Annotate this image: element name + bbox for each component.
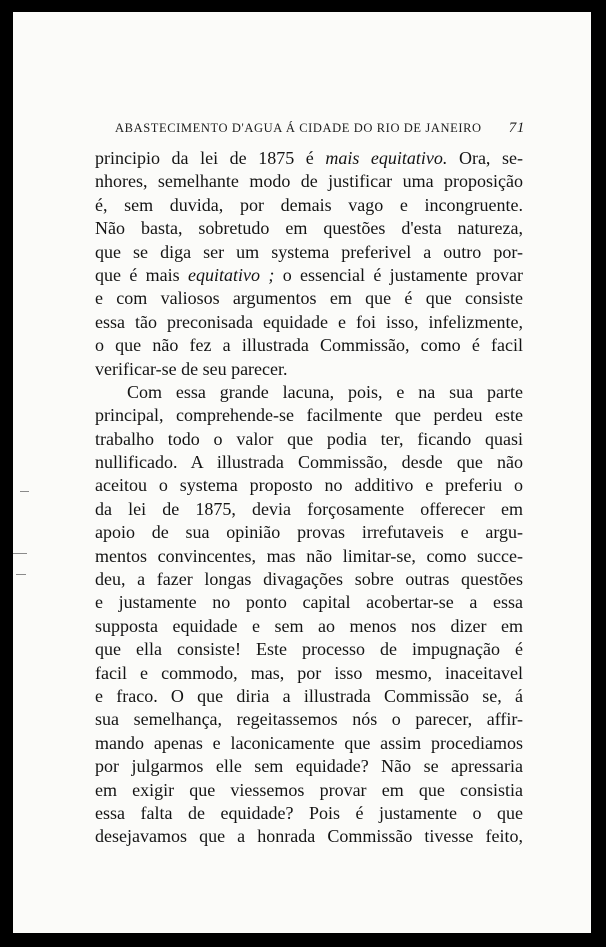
italic-phrase: equitativo ; [188, 264, 275, 285]
text-line: que é mais equitativo ; o essencial é justamente provar [95, 264, 523, 285]
text-line: mentos convincentes, mas não limitar-se, como succe- [95, 545, 523, 566]
text-line: em exigir que viessemos provar em que consistia [95, 779, 523, 800]
text-line: facil e commodo, mas, por isso mesmo, inaceitavel [95, 662, 523, 683]
text-line: por julgarmos elle sem equidade? Não se apressaria [95, 756, 523, 777]
text-line: é, sem duvida, por demais vago e incongruente. [95, 194, 523, 215]
text-line: aceitou o systema proposto no additivo e preferiu o [95, 475, 523, 496]
body-text [95, 147, 523, 849]
text-line: nhores, semelhante modo de justificar uma proposição [95, 171, 523, 192]
margin-mark [16, 574, 26, 575]
text-line: principal, comprehende-se facilmente que perdeu este [95, 405, 523, 426]
margin-mark [13, 553, 27, 554]
text-line: e justamente no ponto capital acobertar-se a essa [95, 592, 523, 613]
text-line: supposta equidade e sem ao menos nos dizer em [95, 615, 523, 636]
text-line: e com valiosos argumentos em que é que consiste [95, 288, 523, 309]
text-line: e fraco. O que diria a illustrada Commissão se, á [95, 685, 523, 706]
running-head [115, 121, 525, 136]
text-line: o que não fez a illustrada Commissão, como é facil [95, 335, 523, 356]
text-line: deu, a fazer longas divagações sobre outras questões [95, 569, 523, 590]
page-number: 71 [508, 120, 525, 136]
text-line: apoio de sua opinião provas irrefutaveis e argu- [95, 522, 523, 543]
text-line: trabalho todo o valor que podia ter, ficando quasi [95, 428, 523, 449]
book-page [13, 12, 591, 933]
text-line: principio da lei de 1875 é mais equitativo. Ora, se- [95, 148, 523, 168]
text-line: desejavamos que a honrada Commissão tivesse feito, [95, 826, 523, 847]
text-line: que ella consiste! Este processo de impugnação é [95, 639, 523, 660]
text-line: Não basta, sobretudo em questões d'esta natureza, [95, 218, 523, 239]
text-line: da lei de 1875, devia forçosamente offerecer em [95, 498, 523, 519]
text-line: sua semelhança, regeitassemos nós o parecer, affir- [95, 709, 523, 730]
text-line: nullificado. A illustrada Commissão, desde que não [95, 452, 523, 473]
text-line: Com essa grande lacuna, pois, e na sua parte [127, 381, 523, 402]
running-head-title: ABASTECIMENTO D'AGUA Á CIDADE DO RIO DE JANEIRO [115, 121, 482, 135]
text-line: verificar-se de seu parecer. [95, 358, 288, 379]
text-line: mando apenas e laconicamente que assim procediamos [95, 732, 523, 753]
italic-phrase: mais equitativo. [325, 148, 448, 168]
text-line: essa falta de equidade? Pois é justamente o que [95, 802, 523, 823]
margin-mark [20, 491, 29, 492]
text-line: essa tão preconisada equidade e foi isso, infelizmente, [95, 311, 523, 332]
text-line: que se diga ser um systema preferivel a outro por- [95, 241, 523, 262]
